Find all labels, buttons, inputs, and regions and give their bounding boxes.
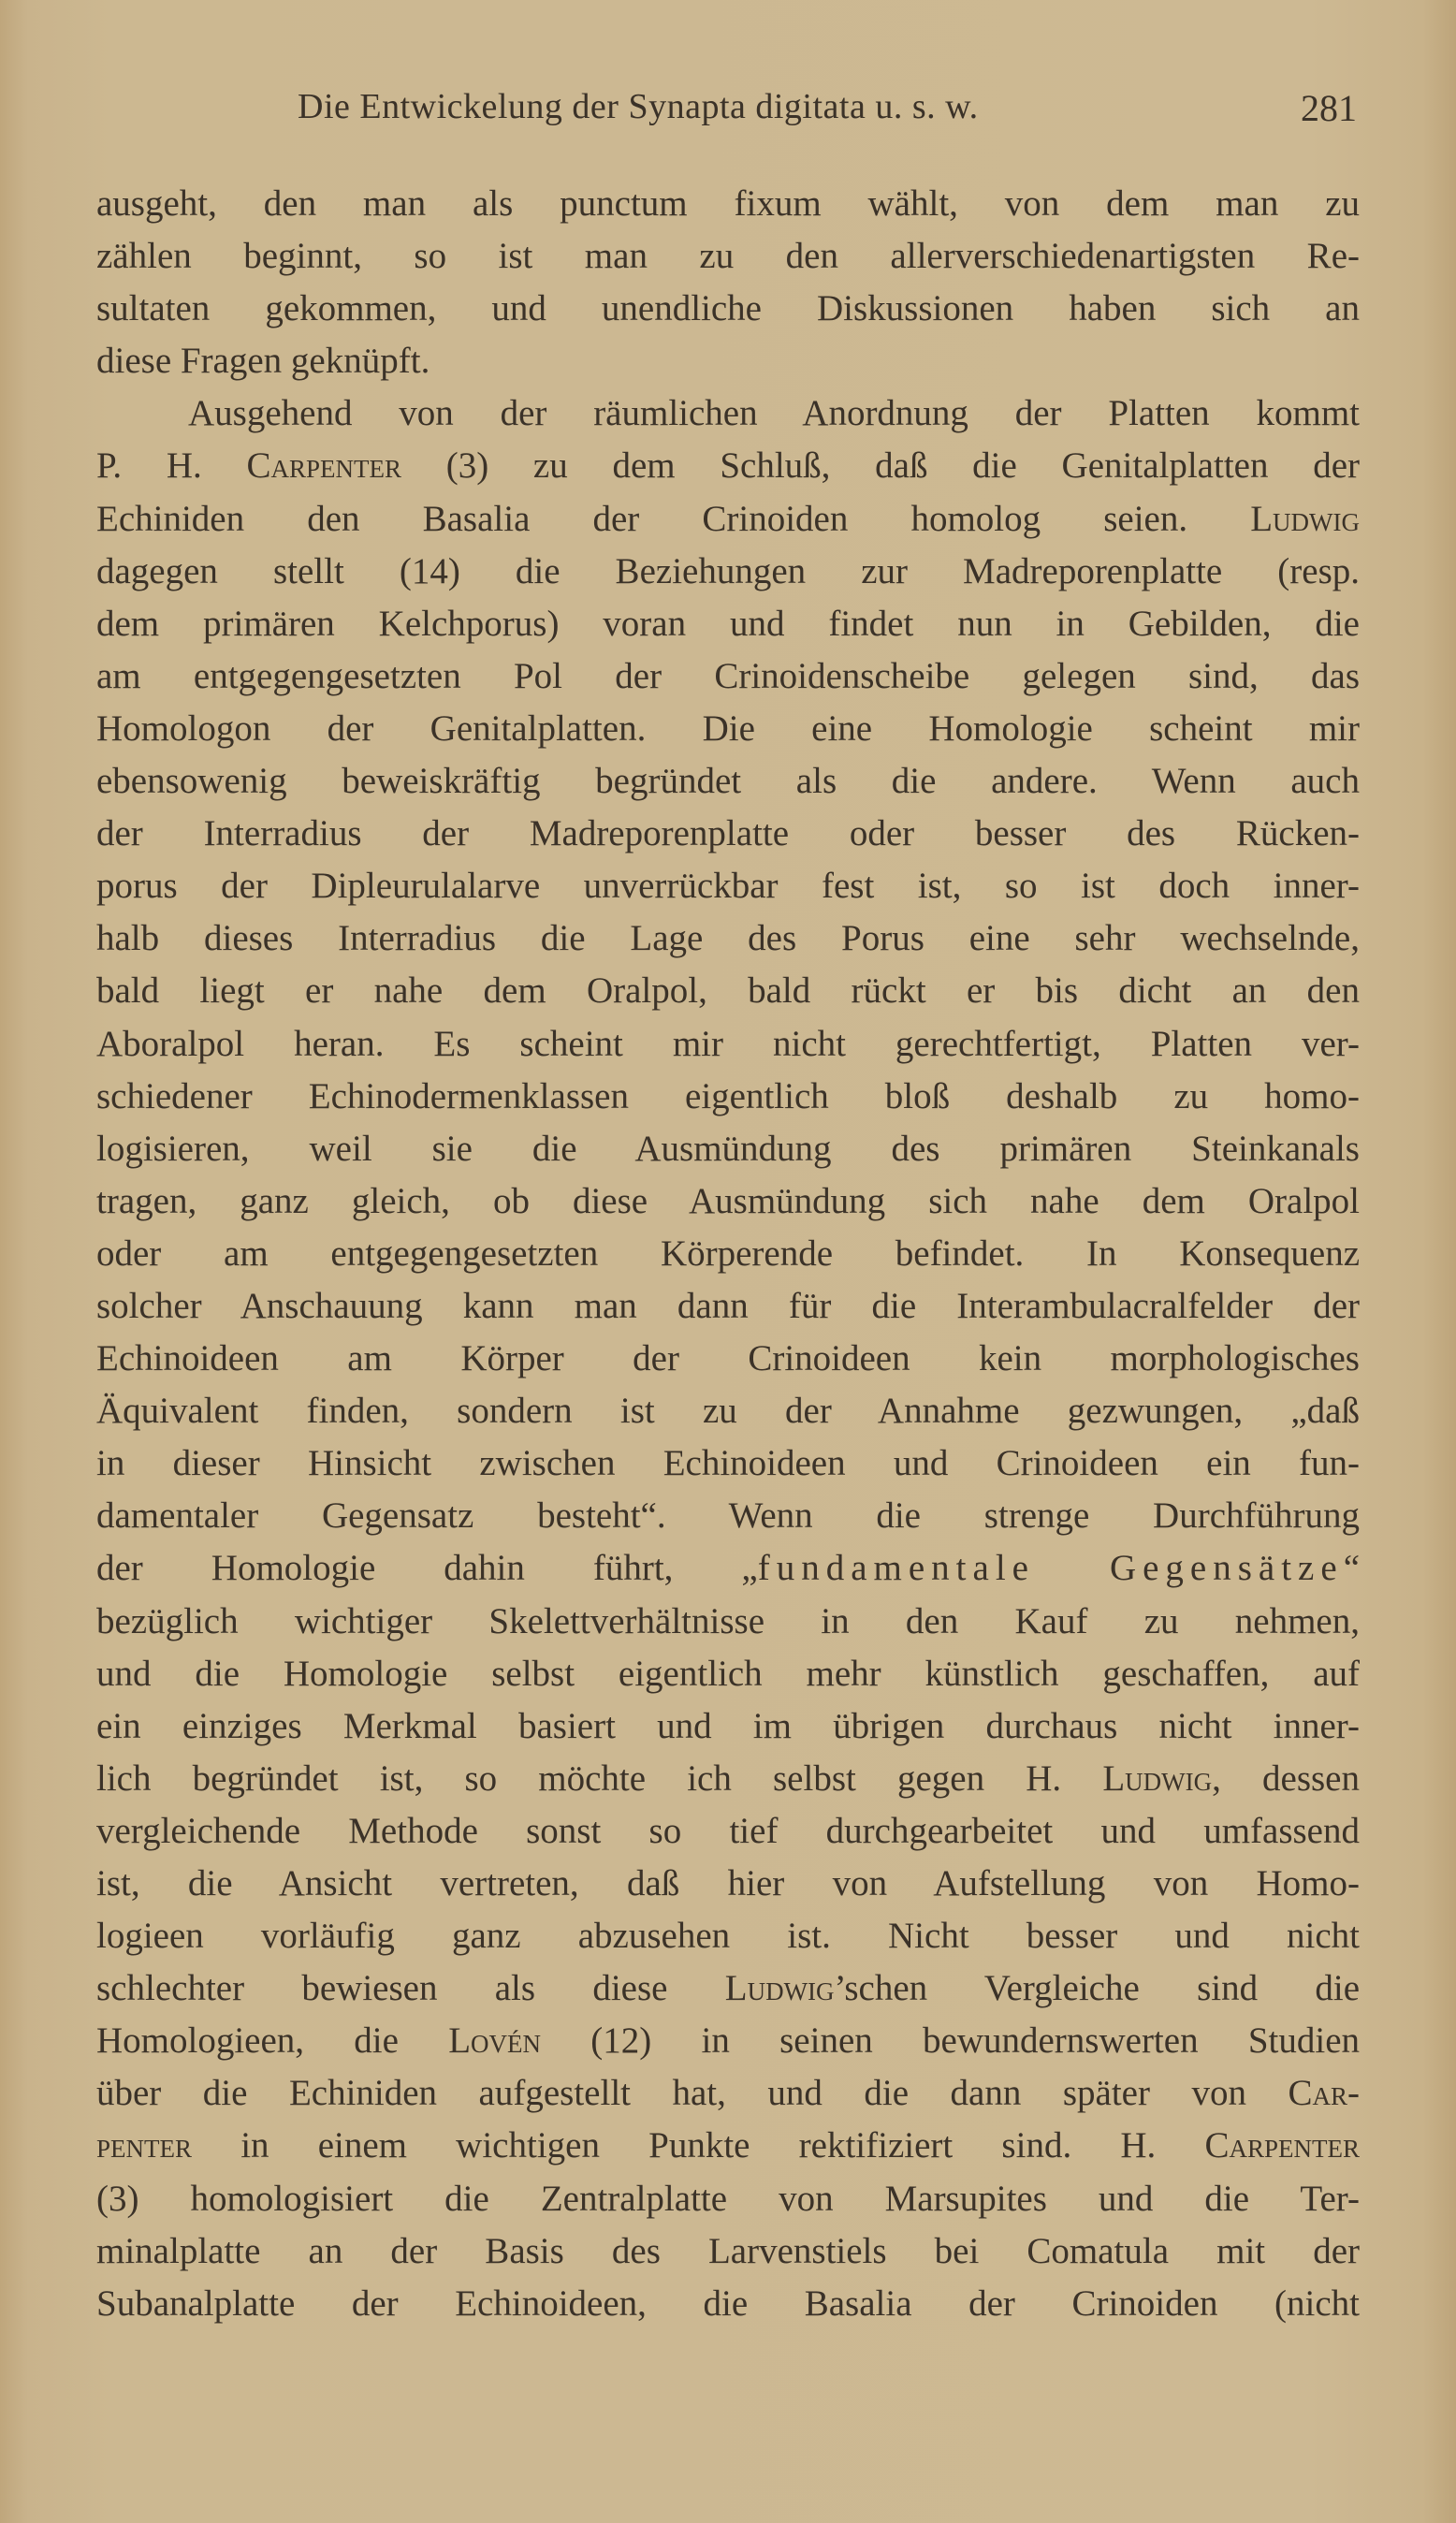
text-segment: in einem wichtigen Punkte rektifiziert sind. H. <box>192 2125 1205 2166</box>
text-line <box>96 912 1360 965</box>
text-line <box>96 1123 1360 1175</box>
text-line <box>96 1228 1360 1280</box>
text-line <box>96 965 1360 1017</box>
text-segment: und die Homologie selbst eigentlich mehr künstlich geschaffen, auf <box>96 1653 1360 1694</box>
text-segment: ist, die Ansicht vertreten, daß hier von Aufstellung von Homo- <box>96 1863 1360 1903</box>
text-segment: Ausgehend von der räumlichen Anordnung der Platten kommt <box>188 393 1360 434</box>
text-segment: zählen beginnt, so ist man zu den allerverschiedenartigsten Re- <box>96 236 1360 277</box>
text-segment: bezüglich wichtiger Skelettverhältnisse in den Kauf zu nehmen, <box>96 1600 1360 1641</box>
text-line <box>96 1490 1360 1542</box>
body-text <box>96 178 1360 2330</box>
text-segment: vergleichende Methode sonst so tief durchgearbeitet und umfassend <box>96 1810 1360 1851</box>
text-line <box>96 1596 1360 1648</box>
text-segment: ausgeht, den man als punctum fixum wählt, von dem man zu <box>96 183 1360 224</box>
text-line <box>96 1071 1360 1123</box>
text-line <box>96 546 1360 598</box>
page-number: 281 <box>1301 87 1357 129</box>
text-segment: diese Fragen geknüpft. <box>96 341 430 382</box>
text-line <box>96 1648 1360 1700</box>
text-segment: ein einziges Merkmal basiert und im übrigen durchaus nicht inner- <box>96 1705 1360 1746</box>
text-segment: der Homologie dahin führt, „ <box>96 1548 758 1589</box>
text-segment: Homologieen, die <box>96 2020 449 2062</box>
author-name: Ludwig <box>724 1968 835 2009</box>
text-segment: Echiniden den Basalia der Crinoiden homolog seien. <box>96 498 1251 539</box>
text-segment: dagegen stellt (14) die Beziehungen zur Madreporenplatte (resp. <box>96 550 1360 591</box>
text-line <box>96 1018 1360 1071</box>
text-segment: ’schen Vergleiche sind die <box>834 1968 1360 2009</box>
text-segment: in dieser Hinsicht zwischen Echinoideen und Crinoideen ein fun- <box>96 1443 1360 1484</box>
text-segment: logieen vorläufig ganz abzusehen ist. Nicht besser und nicht <box>96 1916 1360 1957</box>
text-line <box>96 178 1360 230</box>
text-segment: Aboralpol heran. Es scheint mir nicht gerechtfertigt, Platten ver- <box>96 1023 1360 1064</box>
text-segment: schiedener Echinodermenklassen eigentlich bloß deshalb zu homo- <box>96 1075 1360 1116</box>
text-line <box>96 650 1360 703</box>
text-line <box>96 2015 1360 2067</box>
text-segment: dem primären Kelchporus) voran und findet nun in Gebilden, die <box>96 603 1360 644</box>
author-name: Lovén <box>448 2020 542 2062</box>
text-line <box>96 1175 1360 1228</box>
text-line <box>96 1280 1360 1333</box>
text-line <box>96 2278 1360 2330</box>
author-name: Carpenter <box>1204 2125 1360 2166</box>
text-line <box>96 2067 1360 2120</box>
text-segment: über die Echiniden aufgestellt hat, und die dann später von <box>96 2073 1289 2114</box>
text-segment: Echinoideen am Körper der Crinoideen kein morphologisches <box>96 1338 1360 1379</box>
text-line <box>96 2120 1360 2172</box>
text-segment: , dessen <box>1212 1757 1360 1799</box>
text-line <box>96 1858 1360 1910</box>
text-segment: Äquivalent finden, sondern ist zu der Annahme gezwungen, „daß <box>96 1391 1360 1432</box>
running-header <box>298 86 1357 133</box>
text-segment: der Interradius der Madreporenplatte oder besser des Rücken- <box>96 813 1360 854</box>
text-segment: P. H. <box>96 445 247 487</box>
text-segment: “ <box>1343 1548 1360 1589</box>
text-segment: tragen, ganz gleich, ob diese Ausmündung sich nahe dem Oralpol <box>96 1180 1360 1221</box>
text-line <box>96 230 1360 283</box>
text-line <box>96 755 1360 808</box>
text-segment: am entgegengesetzten Pol der Crinoidenscheibe gelegen sind, das <box>96 655 1360 696</box>
text-segment: (3) homologisiert die Zentralplatte von Marsupites und die Ter- <box>96 2178 1360 2219</box>
text-segment: Homologon der Genitalplatten. Die eine Homologie scheint mir <box>96 707 1360 749</box>
author-name: Ludwig <box>1250 498 1360 539</box>
text-line <box>96 335 1360 387</box>
text-line <box>96 1805 1360 1858</box>
text-segment: damentaler Gegensatz besteht“. Wenn die strenge Durchführung <box>96 1495 1360 1537</box>
text-segment: schlechter bewiesen als diese <box>96 1968 725 2009</box>
text-segment: bald liegt er nahe dem Oralpol, bald rückt er bis dicht an den <box>96 970 1360 1012</box>
text-line <box>96 860 1360 912</box>
text-line <box>96 283 1360 335</box>
text-line <box>96 1753 1360 1805</box>
text-line <box>96 598 1360 650</box>
text-line <box>96 703 1360 755</box>
text-line <box>96 2173 1360 2225</box>
text-segment: (3) zu dem Schluß, daß die Genitalplatten der <box>401 445 1360 487</box>
text-segment: lich begründet ist, so möchte ich selbst gegen H. <box>96 1757 1103 1799</box>
author-name: Carpenter <box>246 445 402 487</box>
text-line <box>96 1542 1360 1595</box>
text-line <box>96 493 1360 546</box>
emphasized-text: fundamentale Gegensätze <box>757 1548 1344 1589</box>
text-line <box>96 1962 1360 2015</box>
text-line <box>96 1385 1360 1437</box>
text-line <box>96 1437 1360 1490</box>
text-line <box>96 440 1360 492</box>
text-segment: solcher Anschauung kann man dann für die Interambulacralfelder der <box>96 1285 1360 1326</box>
author-name: Ludwig <box>1102 1757 1213 1799</box>
text-segment: sultaten gekommen, und unendliche Diskussionen haben sich an <box>96 288 1360 329</box>
text-segment: halb dieses Interradius die Lage des Porus eine sehr wechselnde, <box>96 918 1360 959</box>
running-title: Die Entwickelung der Synapta digitata u. s. w. <box>298 87 979 126</box>
text-line <box>96 1333 1360 1385</box>
author-name: penter <box>96 2125 193 2166</box>
text-line <box>96 1700 1360 1753</box>
text-line <box>96 2225 1360 2278</box>
text-line <box>96 808 1360 860</box>
author-name: Car- <box>1288 2073 1360 2114</box>
text-segment: porus der Dipleurulalarve unverrückbar fest ist, so ist doch inner- <box>96 866 1360 907</box>
text-segment: minalplatte an der Basis des Larvenstiels bei Comatula mit der <box>96 2230 1360 2271</box>
text-segment: oder am entgegengesetzten Körperende befindet. In Konsequenz <box>96 1232 1360 1274</box>
text-line <box>96 1910 1360 1962</box>
text-segment: ebensowenig beweiskräftig begründet als die andere. Wenn auch <box>96 761 1360 802</box>
text-segment: logisieren, weil sie die Ausmündung des primären Steinkanals <box>96 1128 1360 1169</box>
text-line <box>96 387 1360 440</box>
text-segment: (12) in seinen bewundernswerten Studien <box>541 2020 1360 2062</box>
text-segment: Subanalplatte der Echinoideen, die Basalia der Crinoiden (nicht <box>96 2282 1360 2324</box>
